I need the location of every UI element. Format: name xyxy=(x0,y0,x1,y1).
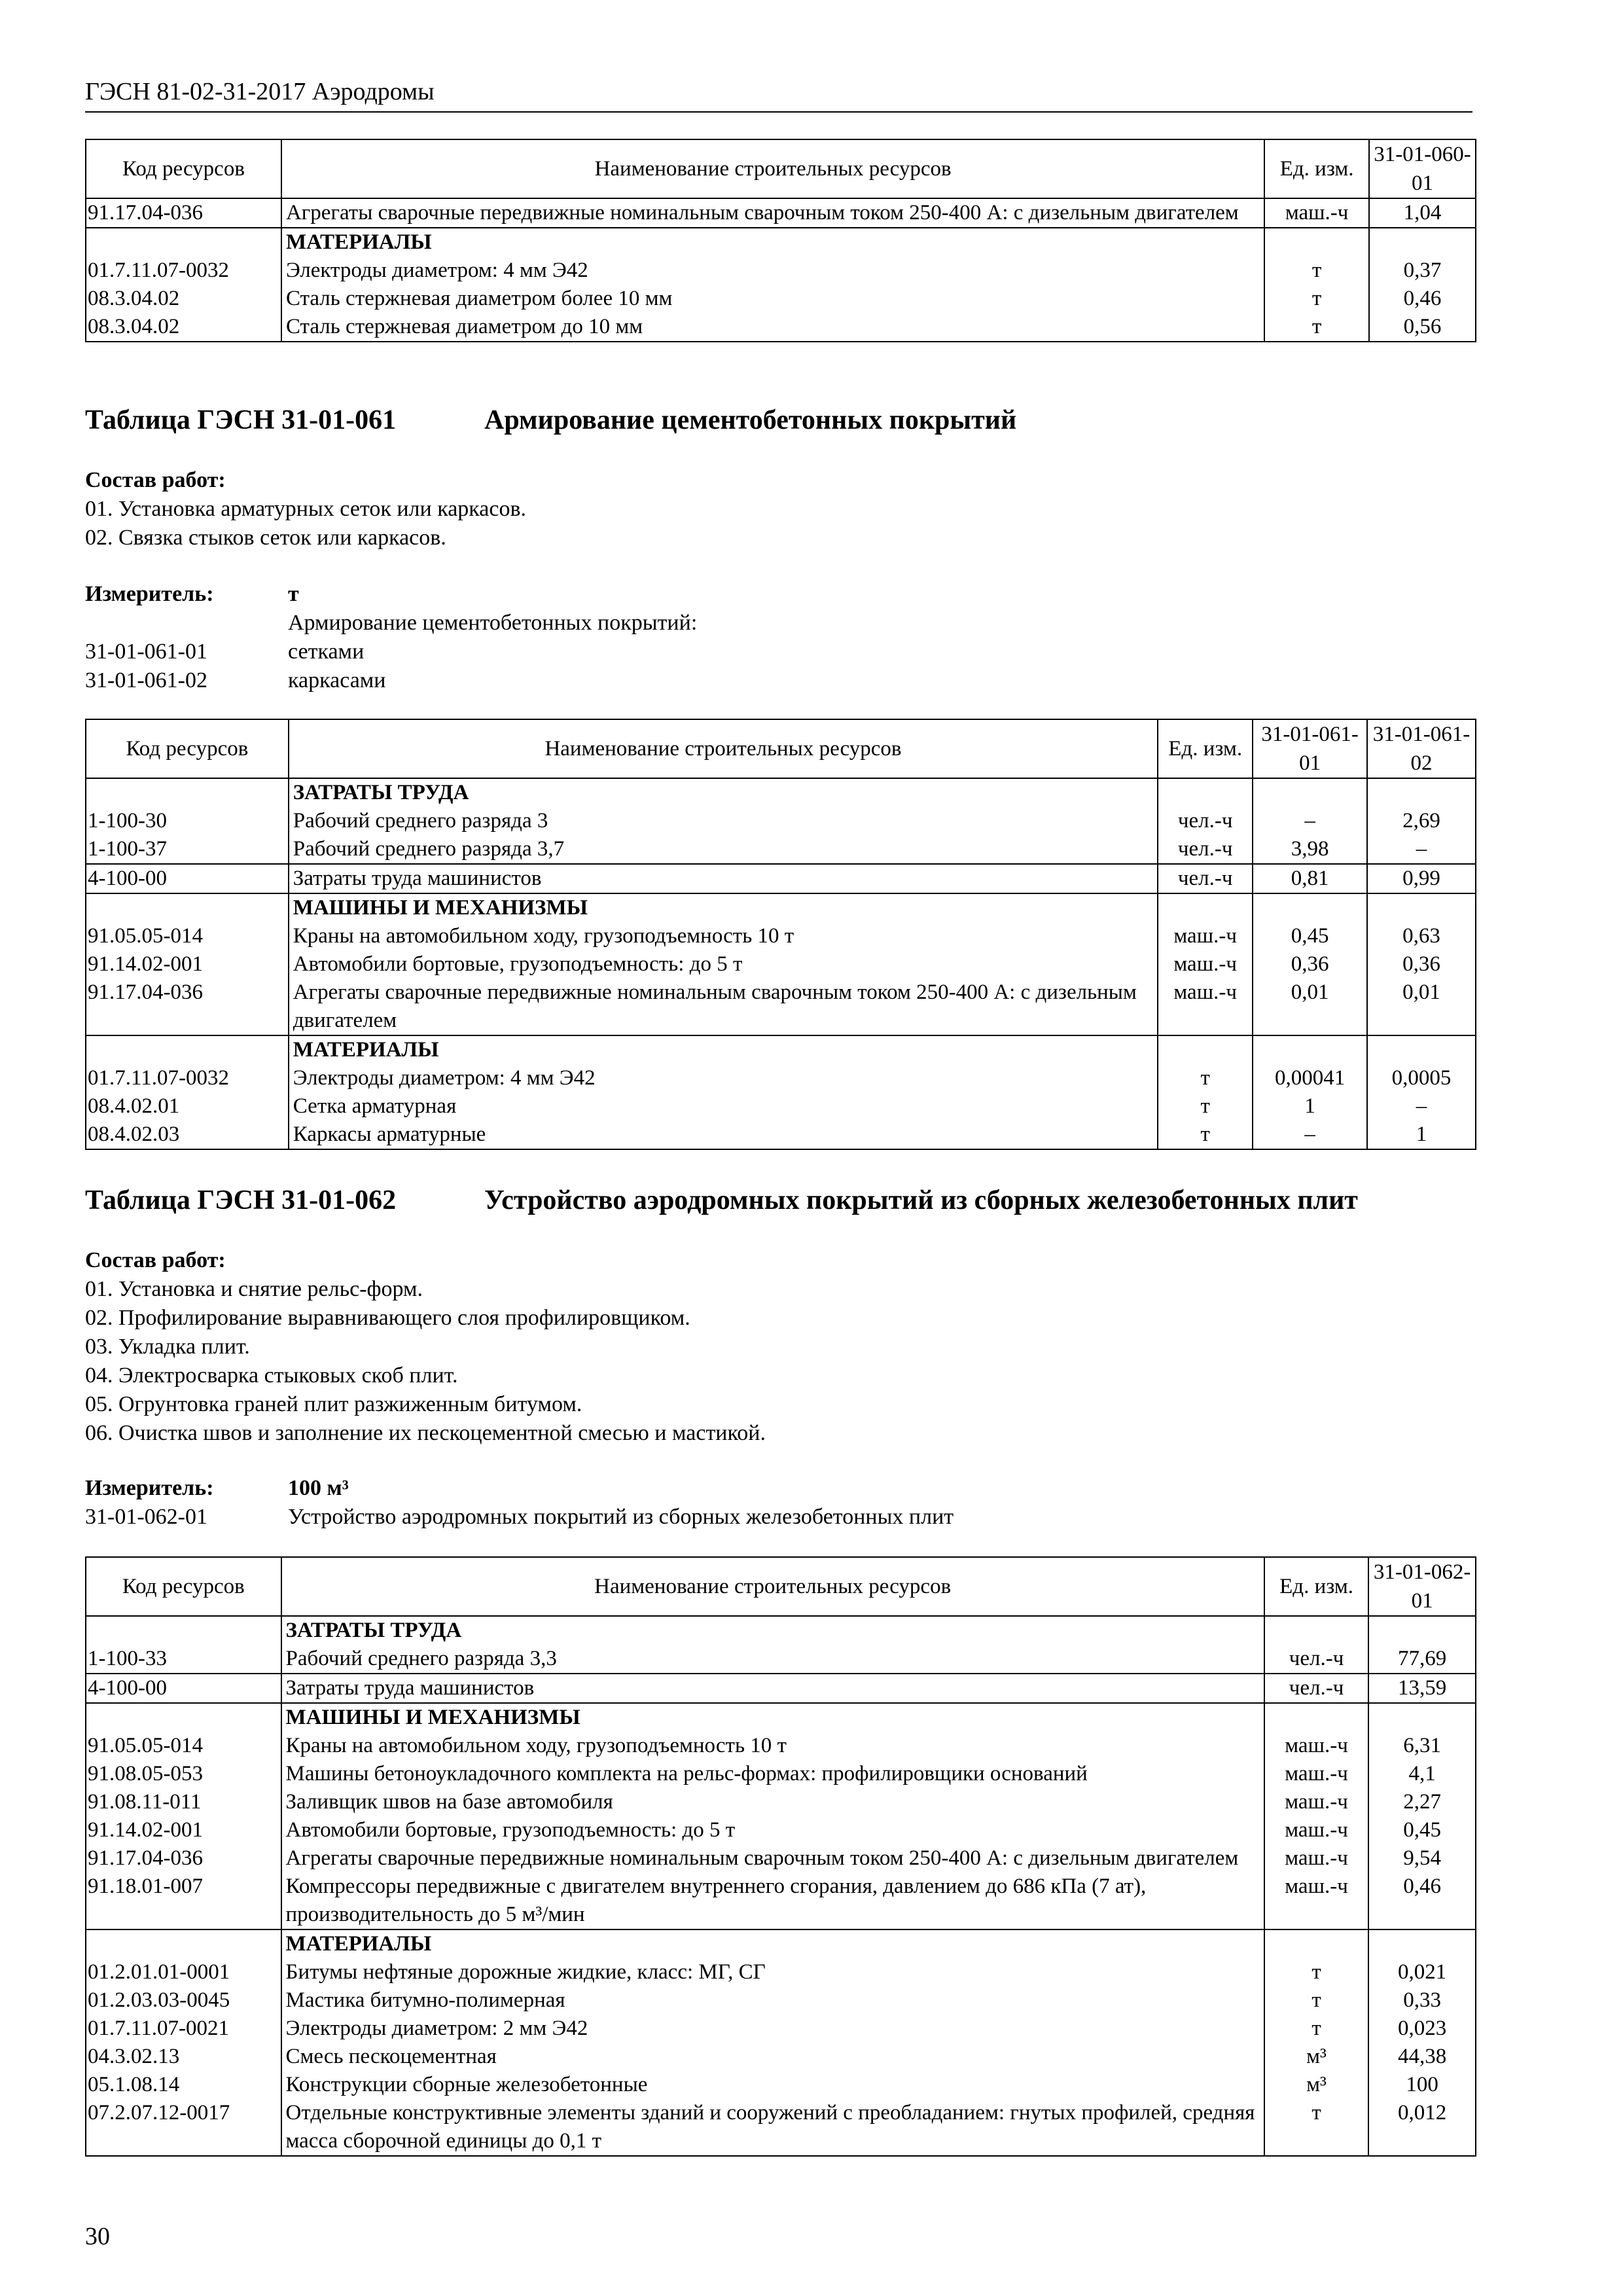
works-block-061 xyxy=(85,466,526,552)
resource-name: Электроды диаметром: 2 мм Э42 xyxy=(281,2015,1264,2043)
resource-unit: т xyxy=(1158,1092,1253,1121)
value-cell xyxy=(1369,228,1476,257)
section-row xyxy=(86,893,1476,922)
table-row xyxy=(86,2099,1476,2156)
resource-value: 0,021 xyxy=(1368,1958,1476,1986)
code-cell xyxy=(86,1035,289,1064)
table-row xyxy=(86,1760,1476,1788)
resource-name: Агрегаты сварочные передвижные номинальным сварочным током 250-400 А: с дизельным двигателем xyxy=(281,198,1264,228)
resource-unit: чел.-ч xyxy=(1158,864,1253,893)
resource-name: Автомобили бортовые, грузоподъемность: до 5 т xyxy=(289,950,1158,978)
resource-unit: маш.-ч xyxy=(1264,198,1369,228)
code-cell xyxy=(86,1929,281,1958)
work-item: 01. Установка арматурных сеток или каркасов. xyxy=(85,497,527,521)
table-number: Таблица ГЭСН 31-01-061 xyxy=(85,405,397,435)
table-row xyxy=(86,1816,1476,1844)
resource-value: 0,33 xyxy=(1368,1986,1476,2015)
table-row xyxy=(86,922,1476,950)
resource-code: 05.1.08.14 xyxy=(86,2071,281,2099)
resource-code: 1-100-30 xyxy=(86,807,289,835)
table-row xyxy=(86,1958,1476,1986)
resource-name: Автомобили бортовые, грузоподъемность: до 5 т xyxy=(281,1816,1264,1844)
resource-name: Агрегаты сварочные передвижные номинальным сварочным током 250-400 А: с дизельным двигателем xyxy=(281,1844,1264,1873)
resource-name: Сетка арматурная xyxy=(289,1092,1158,1121)
section-row xyxy=(86,778,1476,807)
unit-cell xyxy=(1158,778,1253,807)
resource-unit: маш.-ч xyxy=(1158,978,1253,1035)
resource-code: 08.3.04.02 xyxy=(86,285,281,313)
resource-value: 0,00041 xyxy=(1253,1064,1367,1092)
work-item: 01. Установка и снятие рельс-форм. xyxy=(85,1277,423,1301)
resource-code: 08.4.02.03 xyxy=(86,1121,289,1149)
resource-value: – xyxy=(1367,835,1476,864)
resource-value: 2,27 xyxy=(1368,1788,1476,1816)
resource-unit: т xyxy=(1158,1121,1253,1149)
resource-value: – xyxy=(1367,1092,1476,1121)
section-row xyxy=(86,1035,1476,1064)
resource-value: – xyxy=(1253,1121,1367,1149)
value-cell xyxy=(1253,893,1367,922)
resource-value: 0,46 xyxy=(1369,285,1476,313)
work-item: 05. Огрунтовка граней плит разжиженным битумом. xyxy=(85,1392,582,1416)
resource-value: 1 xyxy=(1253,1092,1367,1121)
resource-name: Рабочий среднего разряда 3,7 xyxy=(289,835,1158,864)
col-header-code: Код ресурсов xyxy=(86,719,289,778)
section-label: МАТЕРИАЛЫ xyxy=(281,1929,1264,1958)
code-cell xyxy=(86,1616,281,1645)
resource-code: 91.18.01-007 xyxy=(86,1873,281,1929)
section-label: ЗАТРАТЫ ТРУДА xyxy=(281,1616,1264,1645)
running-header: ГЭСН 81-02-31-2017 Аэродромы xyxy=(85,77,1472,113)
resource-table-062 xyxy=(85,1556,1476,2157)
work-item: 04. Электросварка стыковых скоб плит. xyxy=(85,1363,458,1388)
item-text: Устройство аэродромных покрытий из сборных железобетонных плит xyxy=(288,1505,954,1529)
table-row xyxy=(86,1873,1476,1929)
table-row xyxy=(86,2043,1476,2071)
resource-code: 01.7.11.07-0021 xyxy=(86,2015,281,2043)
col-header-code: Код ресурсов xyxy=(86,139,281,198)
resource-value: 0,81 xyxy=(1253,864,1367,893)
resource-value: 0,012 xyxy=(1368,2099,1476,2156)
resource-table-061 xyxy=(85,719,1476,1150)
section-label: МАШИНЫ И МЕХАНИЗМЫ xyxy=(281,1703,1264,1732)
item-code: 31-01-061-01 xyxy=(85,639,207,664)
col-header-norm: 31-01-061-02 xyxy=(1367,719,1476,778)
resource-code: 91.14.02-001 xyxy=(86,1816,281,1844)
item-code: 31-01-062-01 xyxy=(85,1505,207,1529)
resource-name: Отдельные конструктивные элементы зданий и сооружений с преобладанием: гнутых профилей, средняя масса сборочной единицы до 0,1 т xyxy=(281,2099,1264,2156)
table-row xyxy=(86,978,1476,1035)
resource-code: 07.2.07.12-0017 xyxy=(86,2099,281,2156)
works-label: Состав работ: xyxy=(85,1248,226,1272)
resource-name: Конструкции сборные железобетонные xyxy=(281,2071,1264,2099)
resource-unit: маш.-ч xyxy=(1264,1844,1369,1873)
col-header-norm: 31-01-060-01 xyxy=(1369,139,1476,198)
table-row xyxy=(86,313,1476,342)
work-item: 06. Очистка швов и заполнение их пескоцементной смесью и мастикой. xyxy=(85,1421,766,1445)
table-heading-062 xyxy=(85,1185,1358,1216)
value-cell xyxy=(1368,1616,1476,1645)
value-cell xyxy=(1253,1035,1367,1064)
resource-code: 91.08.05-053 xyxy=(86,1760,281,1788)
meter-label: Измеритель: xyxy=(85,1476,214,1500)
resource-code: 91.17.04-036 xyxy=(86,1844,281,1873)
header-row xyxy=(86,719,1476,778)
resource-unit: т xyxy=(1264,257,1369,285)
resource-value: – xyxy=(1253,807,1367,835)
meter-desc: Армирование цементобетонных покрытий: xyxy=(288,611,698,635)
resource-value: 2,69 xyxy=(1367,807,1476,835)
value-cell xyxy=(1368,1929,1476,1958)
resource-name: Рабочий среднего разряда 3,3 xyxy=(281,1645,1264,1674)
resource-unit: чел.-ч xyxy=(1158,835,1253,864)
meter-unit: 100 м³ xyxy=(288,1476,349,1500)
resource-value: 4,1 xyxy=(1368,1760,1476,1788)
table-row xyxy=(86,198,1476,228)
resource-value: 0,023 xyxy=(1368,2015,1476,2043)
section-row xyxy=(86,228,1476,257)
resource-unit: т xyxy=(1264,1958,1369,1986)
code-cell xyxy=(86,228,281,257)
resource-code: 1-100-37 xyxy=(86,835,289,864)
resource-code: 91.08.11-011 xyxy=(86,1788,281,1816)
header-row xyxy=(86,139,1476,198)
value-cell xyxy=(1367,893,1476,922)
resource-value: 1,04 xyxy=(1369,198,1476,228)
unit-cell xyxy=(1264,228,1369,257)
table-row xyxy=(86,1645,1476,1674)
section-label: МАТЕРИАЛЫ xyxy=(281,228,1264,257)
section-row xyxy=(86,1929,1476,1958)
resource-name: Рабочий среднего разряда 3 xyxy=(289,807,1158,835)
section-row xyxy=(86,1703,1476,1732)
resource-unit: м³ xyxy=(1264,2043,1369,2071)
resource-value: 100 xyxy=(1368,2071,1476,2099)
table-row xyxy=(86,2071,1476,2099)
resource-unit: чел.-ч xyxy=(1158,807,1253,835)
meter-label: Измеритель: xyxy=(85,582,214,606)
unit-cell xyxy=(1264,1703,1369,1732)
col-header-code: Код ресурсов xyxy=(86,1557,281,1616)
resource-name: Машины бетоноукладочного комплекта на рельс-формах: профилировщики оснований xyxy=(281,1760,1264,1788)
resource-name: Краны на автомобильном ходу, грузоподъемность 10 т xyxy=(289,922,1158,950)
resource-unit: маш.-ч xyxy=(1264,1788,1369,1816)
col-header-norm: 31-01-062-01 xyxy=(1368,1557,1476,1616)
resource-name: Краны на автомобильном ходу, грузоподъемность 10 т xyxy=(281,1732,1264,1760)
table-row xyxy=(86,285,1476,313)
resource-code: 91.05.05-014 xyxy=(86,922,289,950)
table-row xyxy=(86,1064,1476,1092)
resource-unit: маш.-ч xyxy=(1264,1760,1369,1788)
table-row xyxy=(86,835,1476,864)
col-header-name: Наименование строительных ресурсов xyxy=(289,719,1158,778)
table-row xyxy=(86,807,1476,835)
section-row xyxy=(86,1616,1476,1645)
value-cell xyxy=(1253,778,1367,807)
resource-code: 91.05.05-014 xyxy=(86,1732,281,1760)
table-row xyxy=(86,950,1476,978)
item-text: сетками xyxy=(288,639,365,664)
resource-unit: чел.-ч xyxy=(1264,1645,1369,1674)
item-text: каркасами xyxy=(288,668,386,692)
resource-name: Смесь пескоцементная xyxy=(281,2043,1264,2071)
resource-value: 0,36 xyxy=(1367,950,1476,978)
col-header-unit: Ед. изм. xyxy=(1264,1557,1369,1616)
unit-cell xyxy=(1158,1035,1253,1064)
resource-unit: т xyxy=(1264,1986,1369,2015)
resource-value: 13,59 xyxy=(1368,1674,1476,1703)
resource-code: 08.4.02.01 xyxy=(86,1092,289,1121)
resource-name: Заливщик швов на базе автомобиля xyxy=(281,1788,1264,1816)
col-header-name: Наименование строительных ресурсов xyxy=(281,1557,1264,1616)
resource-value: 3,98 xyxy=(1253,835,1367,864)
value-cell xyxy=(1367,778,1476,807)
resource-name: Затраты труда машинистов xyxy=(289,864,1158,893)
resource-code: 91.17.04-036 xyxy=(86,198,281,228)
code-cell xyxy=(86,778,289,807)
item-code: 31-01-061-02 xyxy=(85,668,207,692)
unit-cell xyxy=(1264,1616,1369,1645)
resource-value: 0,45 xyxy=(1368,1816,1476,1844)
resource-value: 0,0005 xyxy=(1367,1064,1476,1092)
code-cell xyxy=(86,1703,281,1732)
resource-name: Сталь стержневая диаметром до 10 мм xyxy=(281,313,1264,342)
table-row xyxy=(86,1986,1476,2015)
resource-value: 1 xyxy=(1367,1121,1476,1149)
work-item: 02. Связка стыков сеток или каркасов. xyxy=(85,526,446,550)
table-row xyxy=(86,864,1476,893)
table-title: Устройство аэродромных покрытий из сборных железобетонных плит xyxy=(484,1185,1358,1215)
resource-name: Каркасы арматурные xyxy=(289,1121,1158,1149)
resource-value: 0,45 xyxy=(1253,922,1367,950)
resource-table-060 xyxy=(85,139,1476,342)
page-number: 30 xyxy=(85,2223,110,2250)
resource-value: 77,69 xyxy=(1368,1645,1476,1674)
section-label: МАТЕРИАЛЫ xyxy=(289,1035,1158,1064)
table-row xyxy=(86,2015,1476,2043)
table-heading-061 xyxy=(85,404,1016,436)
resource-unit: маш.-ч xyxy=(1264,1873,1369,1929)
resource-code: 01.7.11.07-0032 xyxy=(86,257,281,285)
resource-unit: т xyxy=(1264,313,1369,342)
resource-unit: т xyxy=(1264,2099,1369,2156)
value-cell xyxy=(1368,1703,1476,1732)
resource-code: 91.14.02-001 xyxy=(86,950,289,978)
resource-value: 0,46 xyxy=(1368,1873,1476,1929)
resource-unit: маш.-ч xyxy=(1158,950,1253,978)
resource-code: 1-100-33 xyxy=(86,1645,281,1674)
resource-unit: т xyxy=(1264,285,1369,313)
col-header-norm: 31-01-061-01 xyxy=(1253,719,1367,778)
section-label: ЗАТРАТЫ ТРУДА xyxy=(289,778,1158,807)
resource-code: 01.7.11.07-0032 xyxy=(86,1064,289,1092)
col-header-unit: Ед. изм. xyxy=(1158,719,1253,778)
resource-value: 0,99 xyxy=(1367,864,1476,893)
code-cell xyxy=(86,893,289,922)
resource-value: 0,01 xyxy=(1253,978,1367,1035)
resource-name: Битумы нефтяные дорожные жидкие, класс: МГ, СГ xyxy=(281,1958,1264,1986)
header-row xyxy=(86,1557,1476,1616)
resource-code: 08.3.04.02 xyxy=(86,313,281,342)
table-row xyxy=(86,1844,1476,1873)
resource-name: Затраты труда машинистов xyxy=(281,1674,1264,1703)
resource-code: 91.17.04-036 xyxy=(86,978,289,1035)
table-row xyxy=(86,257,1476,285)
section-label: МАШИНЫ И МЕХАНИЗМЫ xyxy=(289,893,1158,922)
resource-unit: м³ xyxy=(1264,2071,1369,2099)
value-cell xyxy=(1367,1035,1476,1064)
resource-value: 0,37 xyxy=(1369,257,1476,285)
resource-code: 4-100-00 xyxy=(86,864,289,893)
col-header-name: Наименование строительных ресурсов xyxy=(281,139,1264,198)
resource-code: 01.2.01.01-0001 xyxy=(86,1958,281,1986)
resource-name: Агрегаты сварочные передвижные номинальным сварочным током 250-400 А: с дизельным двигателем xyxy=(289,978,1158,1035)
table-row xyxy=(86,1674,1476,1703)
resource-code: 01.2.03.03-0045 xyxy=(86,1986,281,2015)
resource-unit: маш.-ч xyxy=(1264,1732,1369,1760)
resource-name: Электроды диаметром: 4 мм Э42 xyxy=(289,1064,1158,1092)
resource-code: 4-100-00 xyxy=(86,1674,281,1703)
col-header-unit: Ед. изм. xyxy=(1264,139,1369,198)
resource-unit: т xyxy=(1264,2015,1369,2043)
resource-name: Сталь стержневая диаметром более 10 мм xyxy=(281,285,1264,313)
measure-block-061 xyxy=(85,580,697,695)
works-label: Состав работ: xyxy=(85,468,226,492)
table-row xyxy=(86,1732,1476,1760)
resource-name: Мастика битумно-полимерная xyxy=(281,1986,1264,2015)
resource-value: 9,54 xyxy=(1368,1844,1476,1873)
table-row xyxy=(86,1121,1476,1149)
table-row xyxy=(86,1788,1476,1816)
resource-unit: чел.-ч xyxy=(1264,1674,1369,1703)
resource-value: 0,56 xyxy=(1369,313,1476,342)
resource-unit: маш.-ч xyxy=(1264,1816,1369,1844)
work-item: 03. Укладка плит. xyxy=(85,1335,250,1359)
resource-value: 0,36 xyxy=(1253,950,1367,978)
resource-value: 0,01 xyxy=(1367,978,1476,1035)
resource-name: Компрессоры передвижные с двигателем внутреннего сгорания, давлением до 686 кПа (7 ат), производительность до 5 м³/мин xyxy=(281,1873,1264,1929)
meter-unit: т xyxy=(288,582,299,606)
resource-unit: маш.-ч xyxy=(1158,922,1253,950)
resource-value: 6,31 xyxy=(1368,1732,1476,1760)
measure-block-062 xyxy=(85,1474,954,1532)
table-number: Таблица ГЭСН 31-01-062 xyxy=(85,1185,397,1215)
unit-cell xyxy=(1264,1929,1369,1958)
table-row xyxy=(86,1092,1476,1121)
resource-name: Электроды диаметром: 4 мм Э42 xyxy=(281,257,1264,285)
resource-value: 0,63 xyxy=(1367,922,1476,950)
resource-code: 04.3.02.13 xyxy=(86,2043,281,2071)
unit-cell xyxy=(1158,893,1253,922)
work-item: 02. Профилирование выравнивающего слоя профилировщиком. xyxy=(85,1306,690,1330)
resource-value: 44,38 xyxy=(1368,2043,1476,2071)
resource-unit: т xyxy=(1158,1064,1253,1092)
table-title: Армирование цементобетонных покрытий xyxy=(484,405,1017,435)
works-block-062 xyxy=(85,1246,766,1448)
